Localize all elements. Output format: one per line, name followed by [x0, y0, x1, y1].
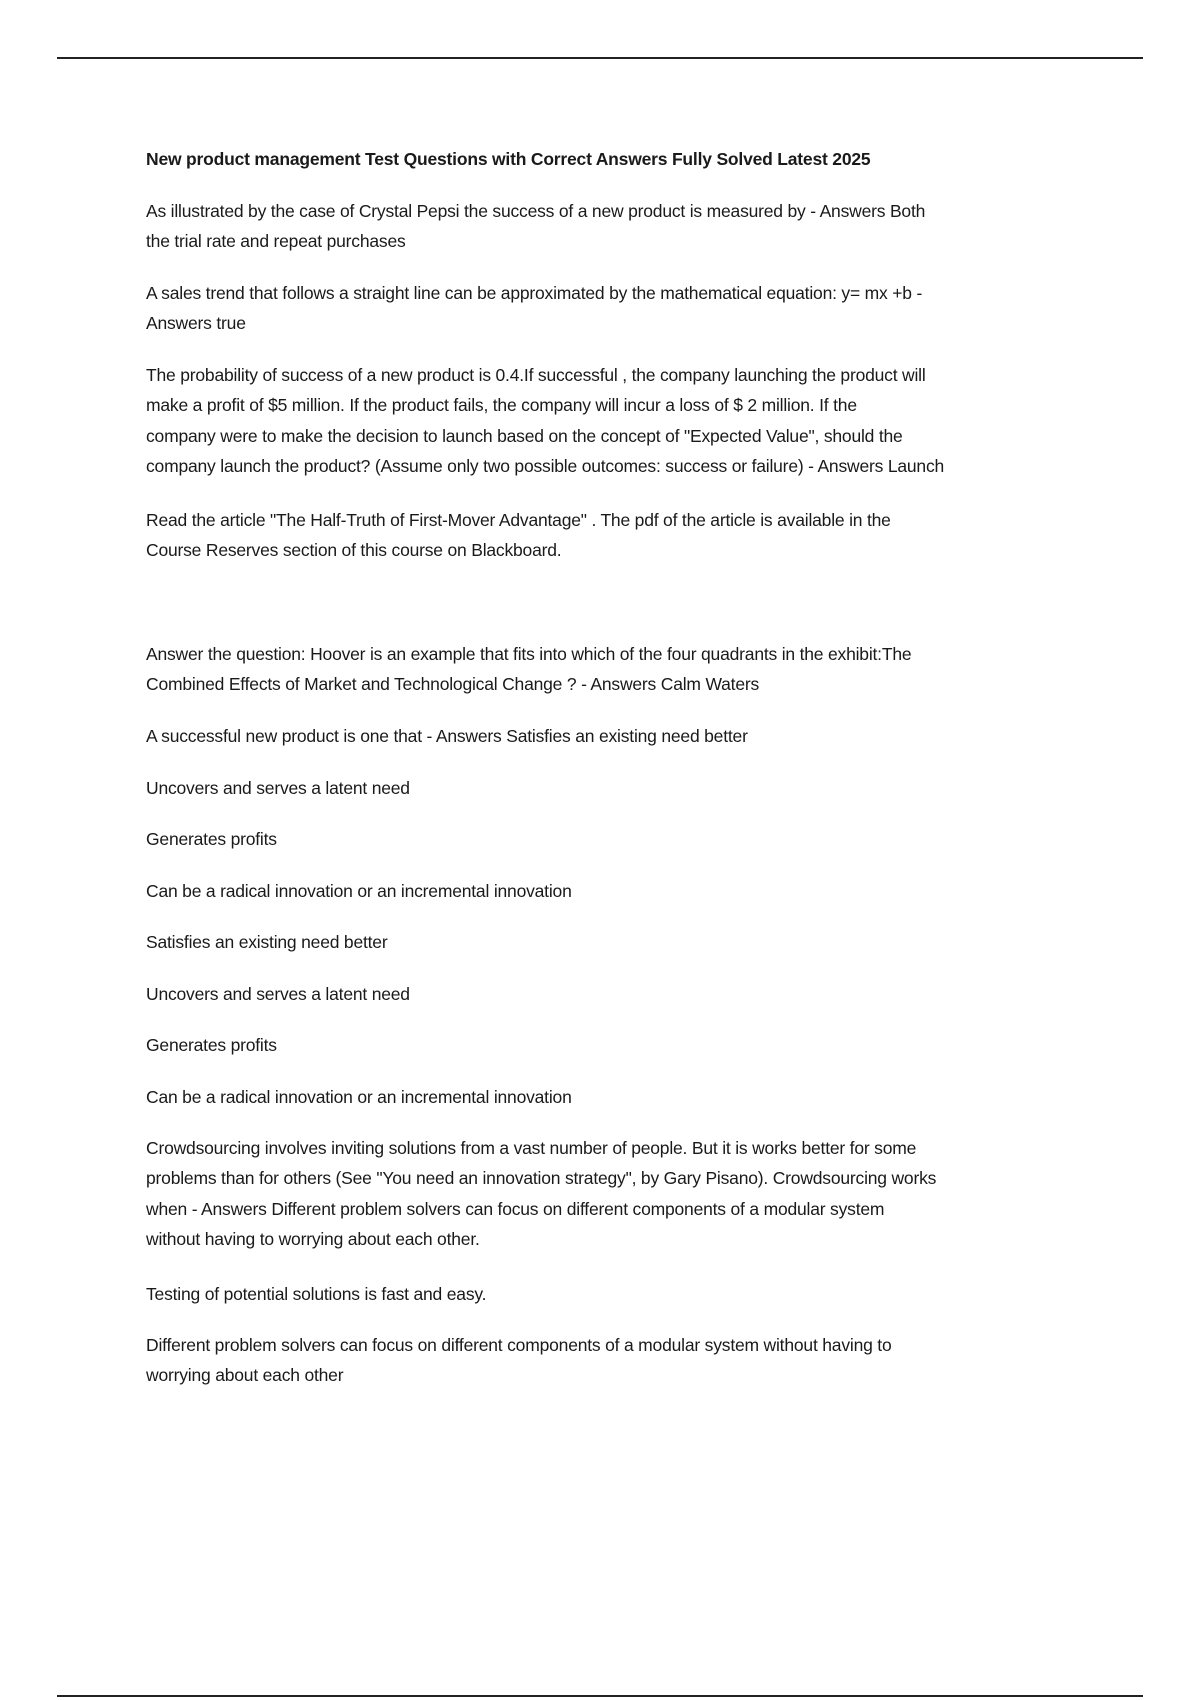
- paragraph: [146, 1279, 486, 1309]
- paragraph-line: Testing of potential solutions is fast and easy.: [146, 1284, 487, 1304]
- paragraph-line: A sales trend that follows a straight line can be approximated by the mathematical equation: y= mx +b -: [146, 283, 923, 303]
- paragraph-line: Satisfies an existing need better: [146, 932, 388, 952]
- paragraph: [146, 278, 922, 339]
- paragraph-line: The probability of success of a new product is 0.4.If successful , the company launching the product will: [146, 365, 926, 385]
- paragraph-line: As illustrated by the case of Crystal Pepsi the success of a new product is measured by - Answers Both: [146, 201, 926, 221]
- paragraph-line: Uncovers and serves a latent need: [146, 778, 410, 798]
- paragraph-line: company launch the product? (Assume only two possible outcomes: success or failure) - Answers Launch: [146, 456, 945, 477]
- bottom-rule: [57, 1695, 1143, 1697]
- paragraph: [146, 639, 911, 700]
- paragraph: [146, 979, 410, 1009]
- paragraph: [146, 824, 277, 854]
- top-rule: [57, 57, 1143, 59]
- paragraph: [146, 360, 944, 482]
- paragraph-line: worrying about each other: [146, 1365, 344, 1386]
- paragraph: [146, 927, 387, 957]
- paragraph-line: company were to make the decision to launch based on the concept of "Expected Value", should the: [146, 425, 903, 446]
- paragraph: [146, 1082, 572, 1112]
- paragraph: [146, 1330, 892, 1391]
- paragraph-line: Answers true: [146, 313, 246, 334]
- paragraph-line: Uncovers and serves a latent need: [146, 984, 410, 1004]
- paragraph: [146, 721, 748, 751]
- paragraph-line: the trial rate and repeat purchases: [146, 231, 406, 252]
- paragraph-line: Answer the question: Hoover is an example that fits into which of the four quadrants in the exhibit:The: [146, 644, 912, 664]
- paragraph-line: Can be a radical innovation or an incremental innovation: [146, 881, 572, 901]
- paragraph: [146, 505, 891, 566]
- paragraph-line: make a profit of $5 million. If the product fails, the company will incur a loss of $ 2 million. If the: [146, 395, 857, 416]
- paragraph: [146, 1133, 936, 1255]
- paragraph: [146, 773, 410, 803]
- paragraph-line: problems than for others (See "You need an innovation strategy", by Gary Pisano). Crowdsourcing works: [146, 1168, 937, 1189]
- paragraph-line: Can be a radical innovation or an incremental innovation: [146, 1087, 572, 1107]
- paragraph-line: Combined Effects of Market and Technological Change ? - Answers Calm Waters: [146, 674, 760, 695]
- paragraph: [146, 876, 572, 906]
- paragraph: [146, 1030, 277, 1060]
- paragraph-line: Crowdsourcing involves inviting solutions from a vast number of people. But it is works better for some: [146, 1138, 917, 1158]
- paragraph-line: when - Answers Different problem solvers can focus on different components of a modular system: [146, 1198, 885, 1219]
- paragraph: [146, 196, 925, 257]
- paragraph-line: Different problem solvers can focus on different components of a modular system without having to: [146, 1335, 892, 1355]
- paragraph-line: Generates profits: [146, 829, 277, 849]
- paragraph-line: Read the article "The Half-Truth of First-Mover Advantage" . The pdf of the article is available in the: [146, 510, 891, 530]
- paragraph-line: A successful new product is one that - Answers Satisfies an existing need better: [146, 726, 748, 746]
- paragraph-line: Generates profits: [146, 1035, 277, 1055]
- paragraph-line: without having to worrying about each other.: [146, 1229, 480, 1250]
- paragraph-line: Course Reserves section of this course on Blackboard.: [146, 540, 562, 561]
- document-title: New product management Test Questions with Correct Answers Fully Solved Latest 2025: [146, 149, 871, 169]
